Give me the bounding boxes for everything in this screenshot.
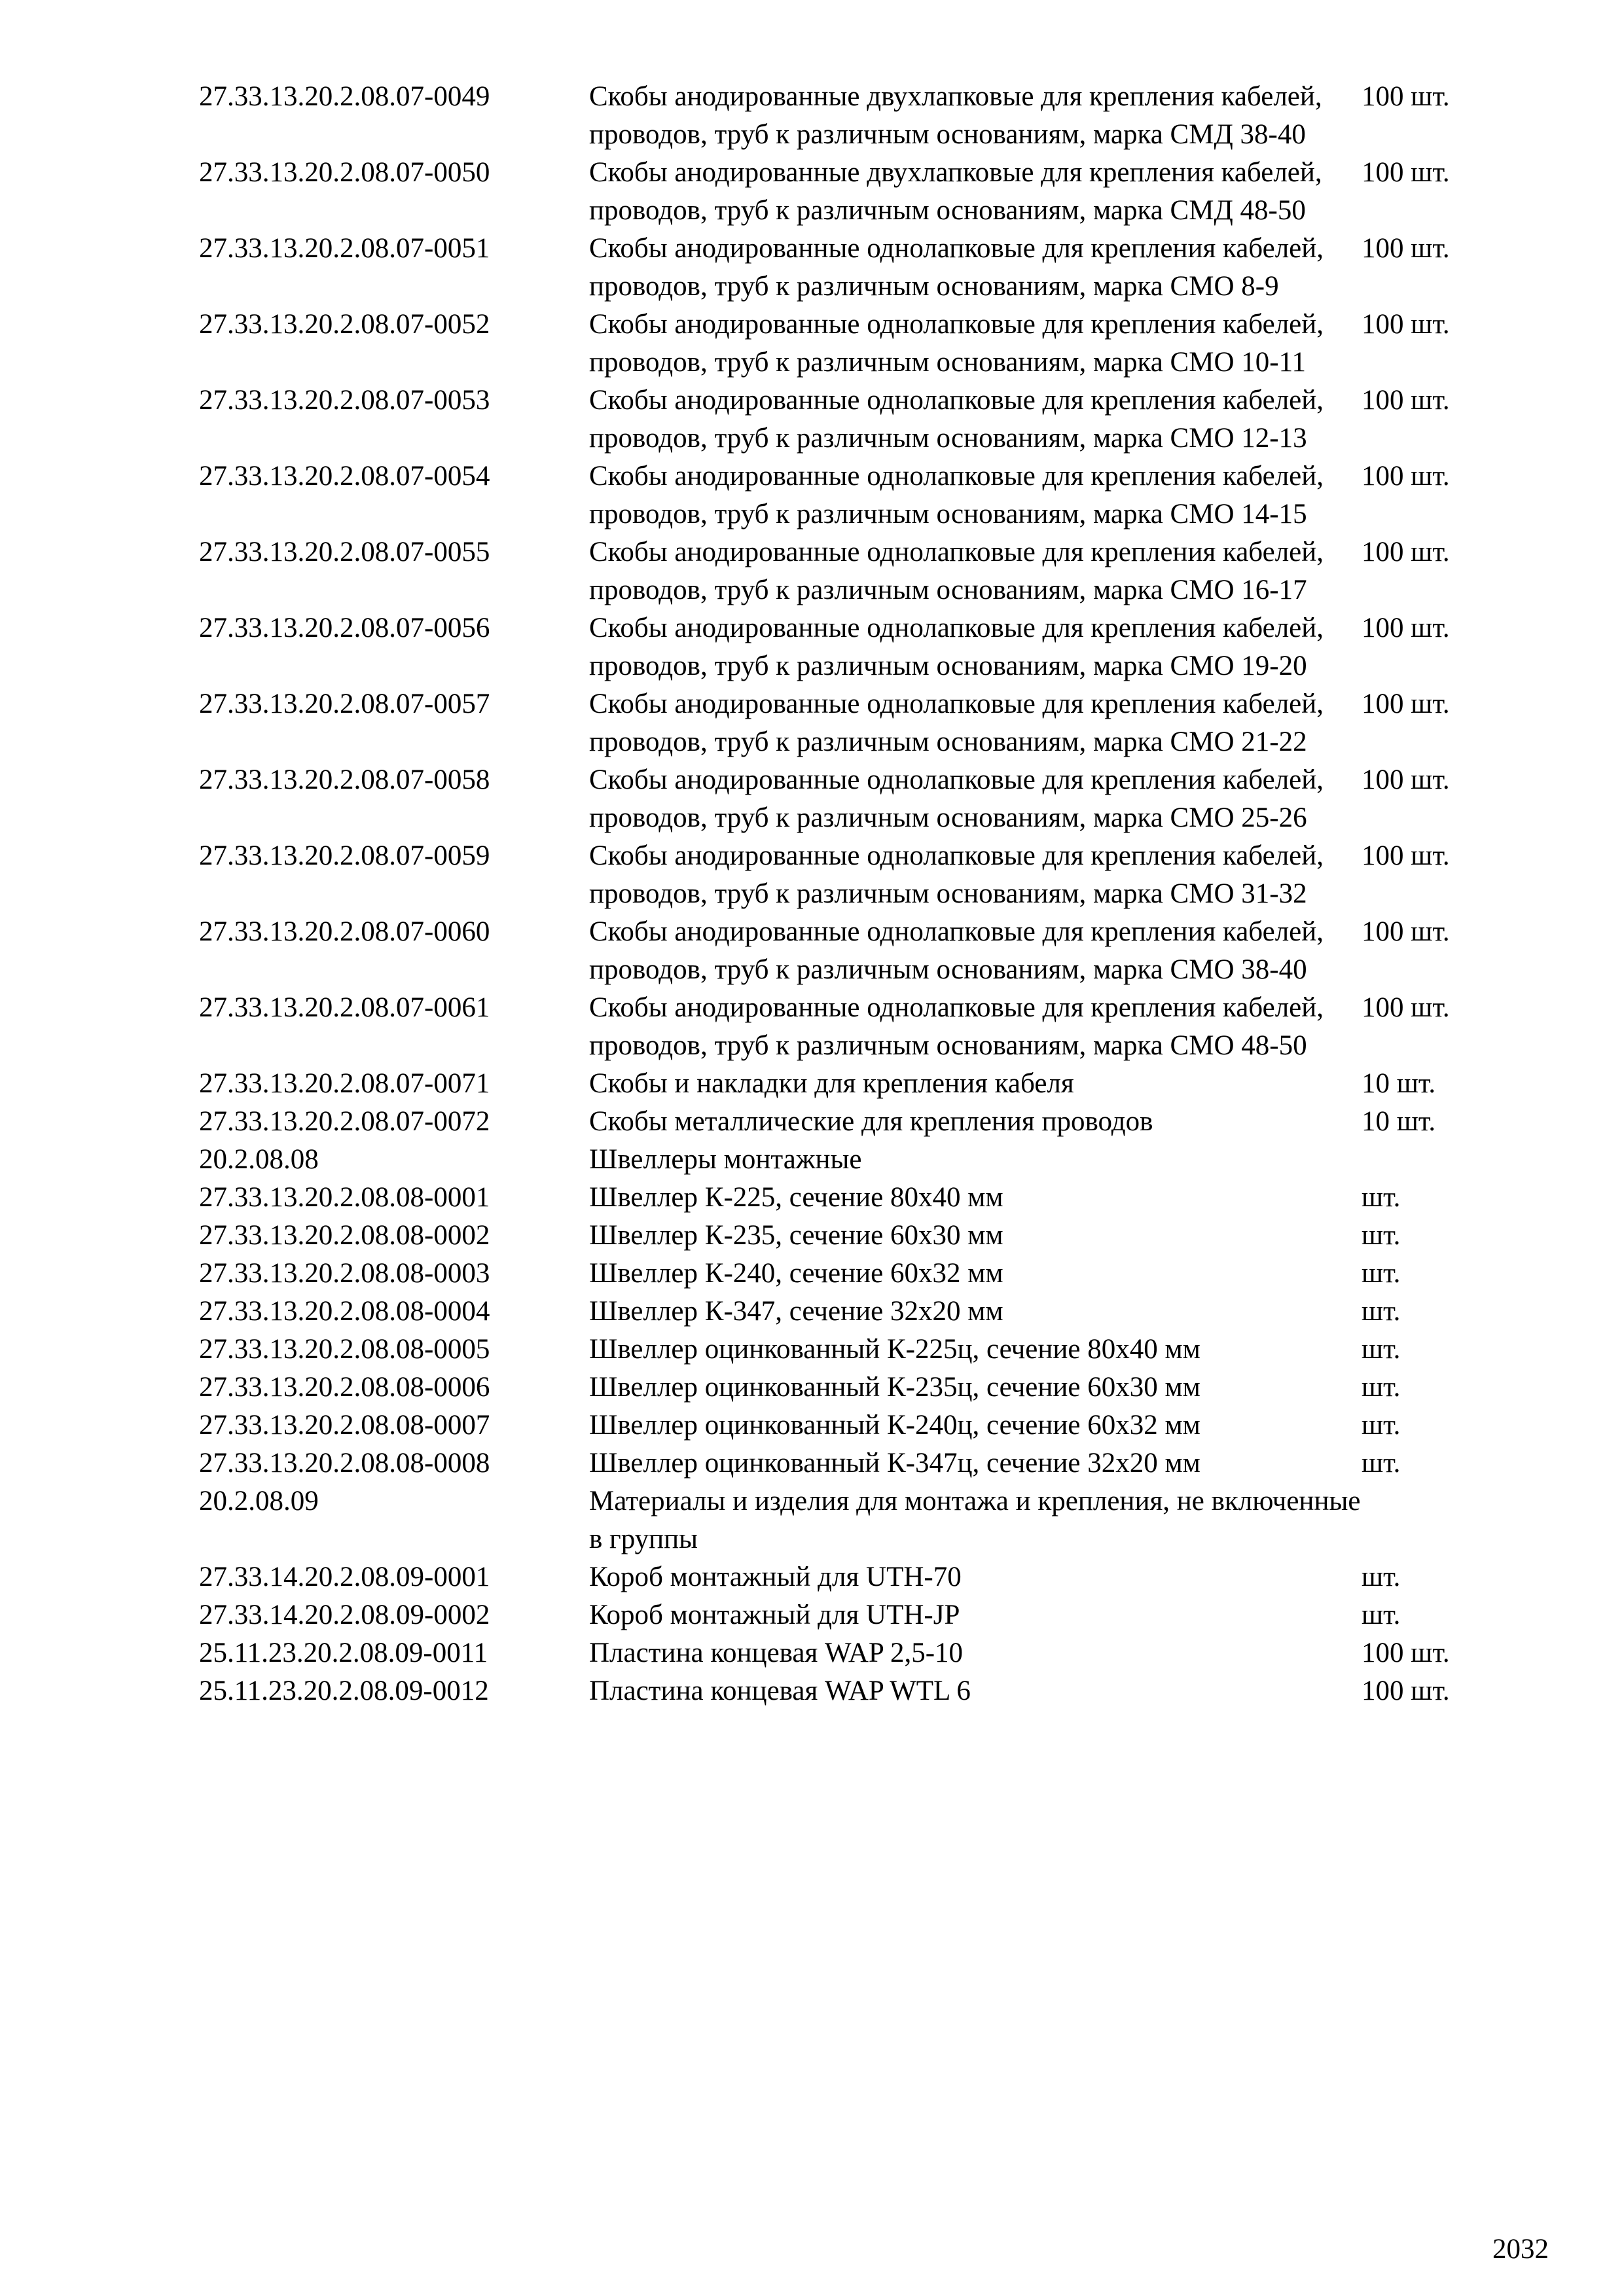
resource-code: 27.33.13.20.2.08.07-0051 (199, 233, 490, 264)
resource-unit: 100 шт. (1362, 157, 1450, 188)
resource-name: Скобы анодированные однолапковые для крепления кабелей, проводов, труб к различным основаниям, марка СМО 38-40 (589, 916, 1324, 985)
resource-unit: 100 шт. (1362, 992, 1450, 1023)
resource-name: Скобы анодированные однолапковые для крепления кабелей, проводов, труб к различным основаниям, марка СМО 8-9 (589, 233, 1324, 302)
resource-unit: 100 шт. (1362, 613, 1450, 643)
resource-code: 27.33.13.20.2.08.07-0060 (199, 916, 490, 947)
table-row (199, 1634, 1508, 1672)
resource-unit: шт. (1362, 1562, 1401, 1592)
resource-unit: шт. (1362, 1182, 1401, 1213)
table-row (199, 1141, 1508, 1179)
table-row (199, 154, 1508, 230)
resource-unit: шт. (1362, 1220, 1401, 1251)
resource-name: Скобы и накладки для крепления кабеля (589, 1068, 1074, 1099)
table-row (199, 913, 1508, 989)
table-row (199, 989, 1508, 1065)
table-row (199, 609, 1508, 685)
resource-code: 27.33.13.20.2.08.07-0053 (199, 385, 490, 416)
table-row (199, 1065, 1508, 1103)
table-row (199, 1558, 1508, 1596)
resource-name: Скобы металлические для крепления проводов (589, 1106, 1153, 1137)
resource-name: Швеллер К-347, сечение 32x20 мм (589, 1296, 1003, 1327)
resource-unit: 100 шт. (1362, 461, 1450, 492)
resource-name: Материалы и изделия для монтажа и крепления, не включенные в группы (589, 1486, 1361, 1554)
resource-code: 27.33.13.20.2.08.07-0058 (199, 764, 490, 795)
resource-unit: шт. (1362, 1258, 1401, 1289)
resource-name: Скобы анодированные однолапковые для крепления кабелей, проводов, труб к различным основаниям, марка СМО 10-11 (589, 309, 1324, 378)
table-row (199, 1444, 1508, 1482)
table-row (199, 1482, 1508, 1558)
table-row (199, 1596, 1508, 1634)
resource-code: 27.33.13.20.2.08.07-0049 (199, 81, 490, 112)
table-row (199, 1103, 1508, 1141)
resource-name: Скобы анодированные однолапковые для крепления кабелей, проводов, труб к различным основаниям, марка СМО 31-32 (589, 840, 1324, 909)
resource-unit: 100 шт. (1362, 1676, 1450, 1706)
table-row (199, 1293, 1508, 1331)
table-row (199, 685, 1508, 761)
table-row (199, 1255, 1508, 1293)
resource-name: Скобы анодированные двухлапковые для крепления кабелей, проводов, труб к различным основаниям, марка СМД 38-40 (589, 81, 1322, 150)
resource-code: 27.33.13.20.2.08.07-0061 (199, 992, 490, 1023)
resource-code: 27.33.13.20.2.08.08-0002 (199, 1220, 490, 1251)
table-row (199, 78, 1508, 154)
table-row (199, 1672, 1508, 1710)
table-row (199, 230, 1508, 306)
resource-unit: 100 шт. (1362, 840, 1450, 871)
resource-name: Швеллеры монтажные (589, 1144, 862, 1175)
resource-name: Швеллер К-225, сечение 80x40 мм (589, 1182, 1003, 1213)
resource-unit: 10 шт. (1362, 1068, 1436, 1099)
resource-code: 27.33.13.20.2.08.07-0054 (199, 461, 490, 492)
resource-unit: 100 шт. (1362, 1638, 1450, 1668)
resource-code: 27.33.13.20.2.08.07-0052 (199, 309, 490, 340)
resource-name: Скобы анодированные однолапковые для крепления кабелей, проводов, труб к различным основаниям, марка СМО 21-22 (589, 689, 1324, 757)
resource-code: 20.2.08.09 (199, 1486, 319, 1516)
resource-unit: шт. (1362, 1448, 1401, 1479)
resource-name: Швеллер оцинкованный К-240ц, сечение 60x32 мм (589, 1410, 1200, 1441)
table-row (199, 837, 1508, 913)
resource-name: Скобы анодированные двухлапковые для крепления кабелей, проводов, труб к различным основаниям, марка СМД 48-50 (589, 157, 1322, 226)
table-row (199, 761, 1508, 837)
resource-unit: 100 шт. (1362, 537, 1450, 567)
resource-code: 27.33.13.20.2.08.08-0008 (199, 1448, 490, 1479)
resource-code: 25.11.23.20.2.08.09-0012 (199, 1676, 489, 1706)
resource-code: 27.33.14.20.2.08.09-0002 (199, 1600, 490, 1630)
resource-name: Пластина концевая WAP 2,5-10 (589, 1638, 964, 1668)
resource-name: Короб монтажный для UTH-JP (589, 1600, 960, 1630)
resource-unit: 100 шт. (1362, 764, 1450, 795)
table-row (199, 1369, 1508, 1407)
resource-code: 27.33.13.20.2.08.08-0001 (199, 1182, 490, 1213)
resource-name: Швеллер оцинкованный К-235ц, сечение 60x30 мм (589, 1372, 1200, 1403)
resource-name: Скобы анодированные однолапковые для крепления кабелей, проводов, труб к различным основаниям, марка СМО 48-50 (589, 992, 1324, 1061)
resource-name: Короб монтажный для UTH-70 (589, 1562, 962, 1592)
table-row (199, 1407, 1508, 1444)
resource-unit: 100 шт. (1362, 309, 1450, 340)
resource-name: Швеллер К-240, сечение 60x32 мм (589, 1258, 1003, 1289)
resource-code: 27.33.13.20.2.08.07-0071 (199, 1068, 490, 1099)
resource-code: 27.33.14.20.2.08.09-0001 (199, 1562, 490, 1592)
resource-code: 25.11.23.20.2.08.09-0011 (199, 1638, 488, 1668)
table-row (199, 1331, 1508, 1369)
resource-unit: шт. (1362, 1410, 1401, 1441)
resource-unit: 100 шт. (1362, 81, 1450, 112)
resource-unit: 100 шт. (1362, 385, 1450, 416)
resource-unit: 10 шт. (1362, 1106, 1436, 1137)
resource-code: 27.33.13.20.2.08.08-0007 (199, 1410, 490, 1441)
resource-name: Скобы анодированные однолапковые для крепления кабелей, проводов, труб к различным основаниям, марка СМО 16-17 (589, 537, 1324, 605)
resource-unit: 100 шт. (1362, 916, 1450, 947)
resource-code: 27.33.13.20.2.08.08-0003 (199, 1258, 490, 1289)
resource-name: Скобы анодированные однолапковые для крепления кабелей, проводов, труб к различным основаниям, марка СМО 25-26 (589, 764, 1324, 833)
table-row (199, 457, 1508, 533)
resource-unit: шт. (1362, 1296, 1401, 1327)
resource-code: 27.33.13.20.2.08.07-0055 (199, 537, 490, 567)
resource-code: 27.33.13.20.2.08.07-0059 (199, 840, 490, 871)
resource-name: Скобы анодированные однолапковые для крепления кабелей, проводов, труб к различным основаниям, марка СМО 14-15 (589, 461, 1324, 529)
resource-unit: 100 шт. (1362, 689, 1450, 719)
resource-name: Скобы анодированные однолапковые для крепления кабелей, проводов, труб к различным основаниям, марка СМО 19-20 (589, 613, 1324, 681)
resource-code: 27.33.13.20.2.08.07-0056 (199, 613, 490, 643)
page-number: 2032 (1492, 2234, 1549, 2265)
resource-code: 27.33.13.20.2.08.08-0004 (199, 1296, 490, 1327)
table-row (199, 306, 1508, 382)
resource-name: Пластина концевая WAP WTL 6 (589, 1676, 971, 1706)
resource-name: Швеллер К-235, сечение 60x30 мм (589, 1220, 1003, 1251)
resource-table (199, 78, 1508, 1710)
resource-code: 27.33.13.20.2.08.07-0050 (199, 157, 490, 188)
resource-code: 20.2.08.08 (199, 1144, 319, 1175)
resource-code: 27.33.13.20.2.08.07-0057 (199, 689, 490, 719)
resource-name: Швеллер оцинкованный К-347ц, сечение 32x20 мм (589, 1448, 1200, 1479)
table-row (199, 382, 1508, 457)
resource-name: Скобы анодированные однолапковые для крепления кабелей, проводов, труб к различным основаниям, марка СМО 12-13 (589, 385, 1324, 454)
table-row (199, 1179, 1508, 1217)
resource-name: Швеллер оцинкованный К-225ц, сечение 80x40 мм (589, 1334, 1200, 1365)
resource-code: 27.33.13.20.2.08.07-0072 (199, 1106, 490, 1137)
resource-unit: шт. (1362, 1334, 1401, 1365)
table-row (199, 533, 1508, 609)
table-row (199, 1217, 1508, 1255)
resource-unit: шт. (1362, 1372, 1401, 1403)
resource-code: 27.33.13.20.2.08.08-0005 (199, 1334, 490, 1365)
resource-unit: 100 шт. (1362, 233, 1450, 264)
resource-unit: шт. (1362, 1600, 1401, 1630)
resource-code: 27.33.13.20.2.08.08-0006 (199, 1372, 490, 1403)
